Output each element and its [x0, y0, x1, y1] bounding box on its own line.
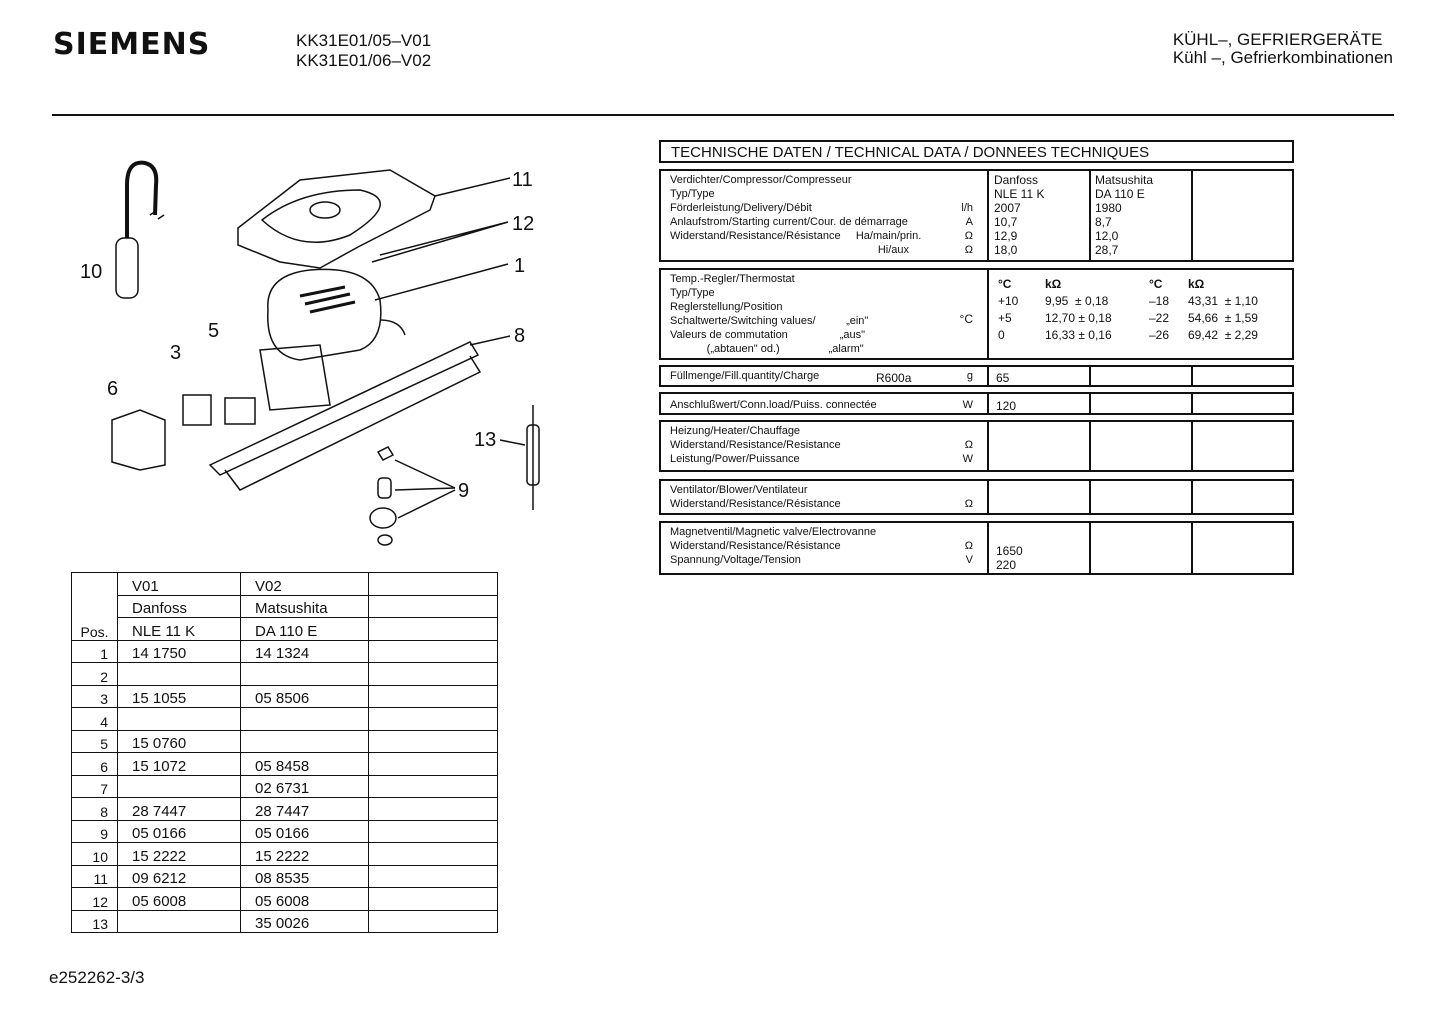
callout-label: 1	[514, 255, 526, 277]
charge-box	[659, 365, 1294, 387]
callout-label: 5	[208, 320, 220, 342]
connected-load-box	[659, 392, 1294, 415]
part-number-cell: 14 1324	[241, 640, 369, 663]
filter-drier-drawing	[527, 405, 539, 510]
part-number-cell: 05 6008	[118, 888, 241, 911]
compressor-drawing	[260, 269, 405, 410]
table-row	[72, 685, 498, 708]
document-id: e252262-3/3	[49, 968, 145, 987]
thermostat-unit: °C	[959, 312, 973, 326]
part-number-cell	[241, 663, 369, 686]
callout-label: 10	[80, 261, 103, 283]
pos-cell: 9	[72, 820, 118, 843]
pos-cell: 1	[72, 640, 118, 663]
header-divider	[52, 114, 1394, 116]
empty-cell	[369, 843, 498, 866]
part-number-cell	[118, 708, 241, 731]
column-divider	[1089, 523, 1091, 573]
tech-data-title-text: TECHNISCHE DATEN / TECHNICAL DATA / DONNEES TECHNIQUES	[671, 144, 1150, 161]
callout-label: 6	[107, 378, 119, 400]
heater-labels: Heizung/Heater/Chauffage Widerstand/Resistance/Resistance Leistung/Power/Puissance	[670, 425, 841, 465]
empty-cell	[369, 640, 498, 663]
part-number-cell: 08 8535	[241, 865, 369, 888]
compressor-v02-values: Matsushita DA 110 E 1980 8,7 12,0 28,7	[1095, 173, 1154, 257]
pos-cell: 8	[72, 798, 118, 821]
column-divider	[987, 394, 989, 413]
pos-header: Pos.	[72, 573, 118, 641]
cover-drawing	[238, 170, 435, 268]
part-number-cell: 15 0760	[118, 730, 241, 753]
column-divider	[1089, 481, 1091, 513]
table-row	[72, 798, 498, 821]
compressor-v01-values: Danfoss NLE 11 K 2007 10,7 12,9 18,0	[994, 173, 1045, 257]
column-divider	[987, 270, 989, 358]
part-number-cell	[118, 663, 241, 686]
pos-cell: 13	[72, 910, 118, 933]
thermostat-labels: Temp.-Regler/Thermostat Typ/Type Reglerstellung/Position Schaltwerte/Switching values/ „ein" Valeurs de commutation „aus" („abtauen" od.) „alarm"	[670, 273, 869, 355]
temp-header: °C	[1149, 277, 1163, 291]
empty-cell	[369, 798, 498, 821]
pos-cell: 5	[72, 730, 118, 753]
part-number-cell	[118, 775, 241, 798]
empty-cell	[369, 708, 498, 731]
model-numbers	[296, 31, 431, 71]
tech-data-title	[659, 140, 1294, 163]
fan-box	[659, 479, 1294, 515]
terminal-cover-drawing	[112, 410, 165, 470]
empty-cell	[369, 730, 498, 753]
resistance-header: kΩ	[1045, 277, 1062, 291]
version-header: V02	[241, 573, 369, 596]
table-row	[72, 753, 498, 776]
switch-temps-left: +10 +5 0	[998, 294, 1019, 342]
base-rail-drawing	[210, 342, 480, 490]
resistance-header: kΩ	[1188, 277, 1205, 291]
part-number-cell: 15 1055	[118, 685, 241, 708]
part-number-cell: 05 0166	[118, 820, 241, 843]
part-number-cell: 05 6008	[241, 888, 369, 911]
table-row	[72, 775, 498, 798]
heater-box	[659, 420, 1294, 472]
pos-cell: 10	[72, 843, 118, 866]
callout-label: 12	[512, 213, 535, 235]
part-number-cell: 05 8506	[241, 685, 369, 708]
model-number: KK31E01/05–V01	[296, 31, 432, 50]
compressor-box	[659, 169, 1294, 262]
empty-cell	[369, 685, 498, 708]
column-divider	[1191, 481, 1193, 513]
thermostat-box	[659, 268, 1294, 360]
manufacturer-header: Matsushita	[241, 595, 369, 618]
column-divider	[1191, 422, 1193, 470]
pos-cell: 4	[72, 708, 118, 731]
fan-labels: Ventilator/Blower/Ventilateur Widerstand/Resistance/Résistance	[670, 484, 841, 510]
category-line: Kühl –, Gefrierkombinationen	[1172, 48, 1393, 67]
part-number-cell	[241, 708, 369, 731]
table-row	[72, 663, 498, 686]
valve-v01-values: 1650 220	[996, 544, 1023, 572]
connected-load-v01-value: 120	[996, 399, 1017, 413]
switch-resistances-left: 9,95 ± 0,18 12,70 ± 0,18 16,33 ± 0,16	[1045, 294, 1112, 342]
callout-label: 13	[474, 429, 497, 451]
parts-table	[71, 572, 498, 933]
part-number-cell: 14 1750	[118, 640, 241, 663]
category-line: KÜHL–, GEFRIERGERÄTE	[1172, 30, 1383, 49]
part-number-cell: 28 7447	[241, 798, 369, 821]
empty-cell	[369, 618, 498, 641]
empty-cell	[369, 865, 498, 888]
valve-box	[659, 521, 1294, 575]
manufacturer-header: Danfoss	[118, 595, 241, 618]
compressor-units: l/h A Ω Ω	[961, 202, 973, 256]
model-header: NLE 11 K	[118, 618, 241, 641]
empty-cell	[369, 910, 498, 933]
model-number: KK31E01/06–V02	[296, 51, 432, 70]
column-divider	[987, 367, 989, 385]
pos-cell: 12	[72, 888, 118, 911]
callout-label: 8	[514, 325, 526, 347]
connected-load-unit: W	[962, 399, 973, 411]
model-header: DA 110 E	[241, 618, 369, 641]
column-divider	[987, 422, 989, 470]
heater-units: Ω W	[962, 439, 973, 465]
grommet-set-drawing	[370, 447, 455, 545]
part-number-cell: 35 0026	[241, 910, 369, 933]
brand-logo: SIEMENS	[53, 27, 211, 62]
table-row	[72, 888, 498, 911]
temp-header: °C	[998, 277, 1012, 291]
charge-v01-value: 65	[996, 371, 1010, 385]
empty-cell	[369, 775, 498, 798]
empty-cell	[369, 753, 498, 776]
empty-cell	[369, 595, 498, 618]
column-divider	[1191, 171, 1193, 260]
callout-label: 3	[170, 342, 182, 364]
empty-cell	[369, 663, 498, 686]
empty-cell	[369, 888, 498, 911]
table-row	[72, 820, 498, 843]
fan-units: Ω	[964, 498, 973, 510]
switch-resistances-right: 43,31 ± 1,10 54,66 ± 1,59 69,42 ± 2,29	[1188, 294, 1258, 342]
refrigerant: R600a	[876, 371, 912, 385]
column-divider	[1191, 367, 1193, 385]
part-number-cell: 28 7447	[118, 798, 241, 821]
connected-load-label: Anschlußwert/Conn.load/Puiss. connectée	[670, 399, 877, 411]
table-row	[72, 640, 498, 663]
table-row	[72, 843, 498, 866]
relay-drawing	[183, 395, 211, 425]
column-divider	[1089, 171, 1091, 260]
table-row	[72, 730, 498, 753]
part-number-cell: 05 8458	[241, 753, 369, 776]
version-header: V01	[118, 573, 241, 596]
pos-cell: 11	[72, 865, 118, 888]
part-number-cell	[241, 730, 369, 753]
callout-label: 9	[458, 480, 470, 502]
valve-units: Ω V	[964, 540, 973, 566]
part-number-cell: 05 0166	[241, 820, 369, 843]
charge-unit: g	[966, 370, 973, 382]
capacitor-drawing	[116, 163, 164, 298]
valve-labels: Magnetventil/Magnetic valve/Electrovanne Widerstand/Resistance/Résistance Spannung/Voltage/Tension	[670, 526, 877, 566]
table-row	[72, 865, 498, 888]
table-row	[72, 910, 498, 933]
exploded-parts-diagram	[70, 160, 570, 560]
column-divider	[987, 523, 989, 573]
column-divider	[987, 481, 989, 513]
column-divider	[1089, 394, 1091, 413]
column-divider	[1191, 394, 1193, 413]
part-number-cell: 02 6731	[241, 775, 369, 798]
pos-cell: 3	[72, 685, 118, 708]
part-number-cell: 15 1072	[118, 753, 241, 776]
pos-cell: 6	[72, 753, 118, 776]
part-number-cell: 15 2222	[241, 843, 369, 866]
table-row	[72, 708, 498, 731]
part-number-cell: 15 2222	[118, 843, 241, 866]
column-divider	[1191, 523, 1193, 573]
empty-cell	[369, 820, 498, 843]
switch-temps-right: –18 –22 –26	[1149, 294, 1170, 342]
part-number-cell	[118, 910, 241, 933]
pos-cell: 7	[72, 775, 118, 798]
pos-cell: 2	[72, 663, 118, 686]
compressor-labels: Verdichter/Compressor/Compresseur Typ/Type Förderleistung/Delivery/Débit Anlaufstrom/Starting current/Cour. de démarrage Widerstand/Resistance/Résistance Ha/main/prin. Hi/aux	[670, 174, 922, 256]
part-number-cell: 09 6212	[118, 865, 241, 888]
column-divider	[987, 171, 989, 260]
column-divider	[1089, 367, 1091, 385]
category	[1173, 31, 1393, 67]
empty-cell	[369, 573, 498, 596]
column-divider	[1089, 422, 1091, 470]
charge-label: Füllmenge/Fill.quantity/Charge	[670, 370, 820, 382]
callout-label: 11	[512, 169, 533, 191]
protector-drawing	[225, 398, 255, 424]
